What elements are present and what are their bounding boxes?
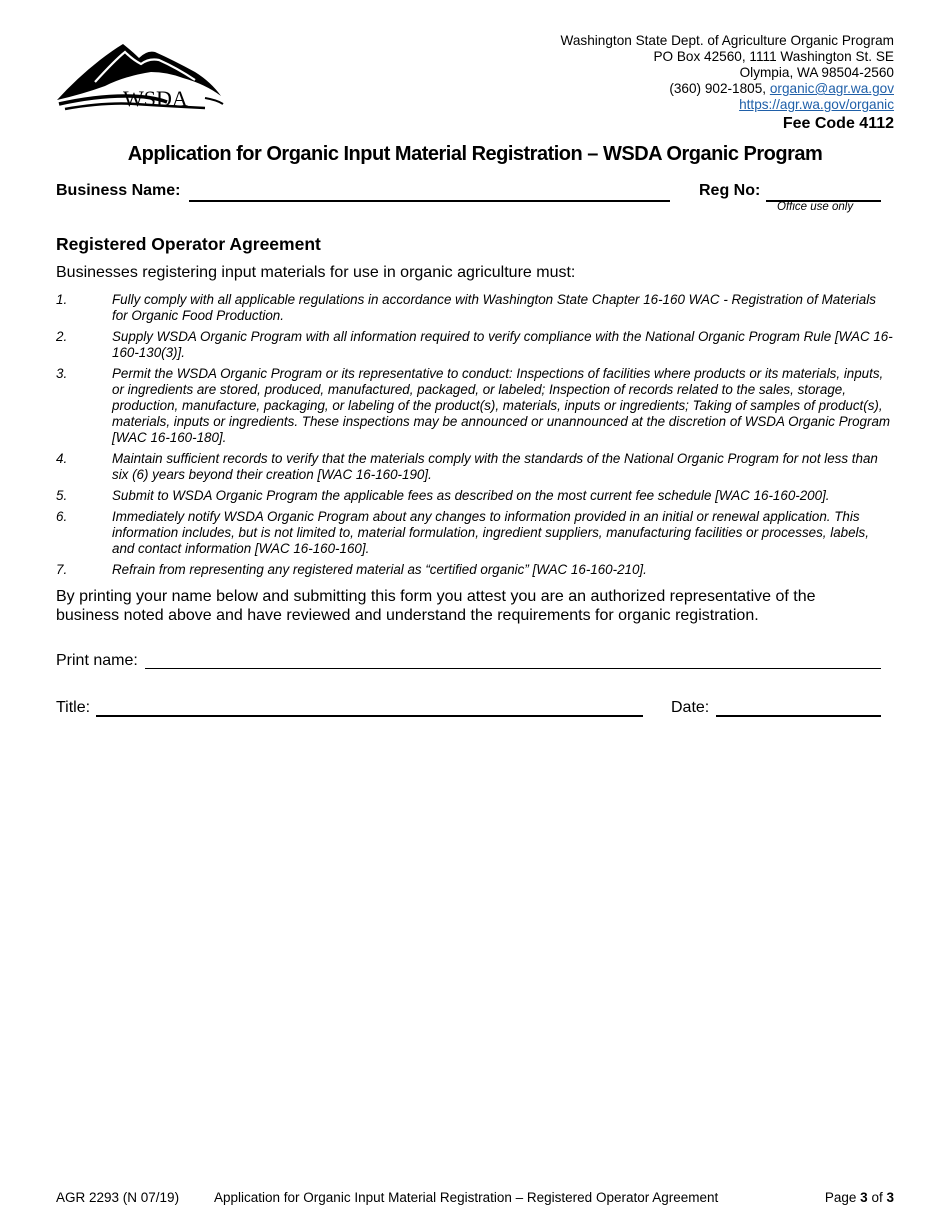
item-text: Permit the WSDA Organic Program or its representative to conduct: Inspections of facilities where products or its materials, inputs, or ingredients are stored, produced, manufactured, packaged, or labeled; Inspection of records related to the sales, storage, production, manufacture, packaging, or labeling of the product(s), materials, inputs or ingredients; Taking of samples of product(s), materials, inputs or ingredients. These inspections may be announced or unannounced at the discretion of WSDA Organic Program [WAC 16-160-180]. [112, 366, 891, 445]
item-number: 4. [56, 451, 68, 466]
agreement-intro: Businesses registering input materials for use in organic agriculture must: [56, 264, 576, 281]
title-label: Title: [56, 699, 91, 716]
page-number: Page 3 of 3 [824, 1190, 894, 1205]
business-row [56, 182, 881, 218]
address-line: Olympia, WA 98504-2560 [739, 65, 894, 80]
item-text: Fully comply with all applicable regulations in accordance with Washington State Chapter 16-160 WAC - Registration of Materials for Organic Food Production. [112, 292, 876, 323]
address-line: PO Box 42560, 1111 Washington St. SE [653, 49, 894, 64]
attestation-text: By printing your name below and submitting this form you attest you are an authorized representative of the business noted above and have reviewed and understand the requirements for organic registration. [56, 588, 816, 624]
title-field[interactable] [96, 700, 643, 717]
item-number: 7. [56, 562, 68, 577]
agency-address-block [561, 33, 894, 133]
print-name-label: Print name: [56, 652, 138, 669]
item-text: Submit to WSDA Organic Program the applicable fees as described on the most current fee schedule [WAC 16-160-200]. [112, 488, 830, 503]
item-number: 6. [56, 509, 68, 524]
form-id: AGR 2293 (N 07/19) [56, 1190, 180, 1205]
svg-text:WSDA: WSDA [123, 86, 188, 111]
list-item [56, 292, 894, 324]
requirements-list [56, 292, 894, 583]
form-title: Application for Organic Input Material Registration – WSDA Organic Program [127, 143, 823, 165]
contact-line [561, 81, 894, 97]
list-item [56, 509, 894, 557]
date-field[interactable] [716, 700, 881, 717]
item-number: 3. [56, 366, 68, 381]
item-number: 5. [56, 488, 68, 503]
item-text: Refrain from representing any registered material as “certified organic” [WAC 16-160-210]. [112, 562, 647, 577]
item-text: Maintain sufficient records to verify that the materials comply with the standards of the National Organic Program for not less than six (6) years beyond their creation [WAC 16-160-190]. [112, 451, 878, 482]
phone-number: (360) 902-1805, [669, 81, 767, 96]
list-item [56, 366, 894, 446]
business-name-label: Business Name: [56, 182, 181, 199]
website-link[interactable]: https://agr.wa.gov/organic [739, 97, 894, 112]
business-name-field[interactable] [189, 184, 670, 202]
agreement-heading: Registered Operator Agreement [56, 234, 321, 254]
list-item [56, 329, 894, 361]
list-item [56, 562, 894, 578]
item-text: Supply WSDA Organic Program with all information required to verify compliance with the National Organic Program Rule [WAC 16-160-130(3)]. [112, 329, 893, 360]
item-text: Immediately notify WSDA Organic Program about any changes to information provided in an initial or renewal application. This information includes, but is not limited to, material formulation, ingredient suppliers, manufacturing facilities or processes, labels, and contact information [WAC 16-160-160]. [112, 509, 869, 556]
list-item [56, 451, 894, 483]
item-number: 1. [56, 292, 68, 307]
email-link[interactable]: organic@agr.wa.gov [769, 81, 894, 96]
office-use-note: Office use only [777, 201, 854, 213]
mountain-logo-icon [55, 38, 225, 114]
reg-no-label: Reg No: [699, 182, 761, 199]
fee-code: Fee Code 4112 [782, 115, 894, 132]
reg-no-field[interactable] [766, 184, 881, 202]
date-label: Date: [671, 699, 710, 716]
address-line: Washington State Dept. of Agriculture Organic Program [560, 33, 894, 48]
wsda-logo [55, 38, 225, 114]
item-number: 2. [56, 329, 68, 344]
footer-form-title: Application for Organic Input Material Registration – Registered Operator Agreement [214, 1190, 719, 1205]
print-name-field[interactable] [145, 652, 881, 669]
list-item [56, 488, 894, 504]
